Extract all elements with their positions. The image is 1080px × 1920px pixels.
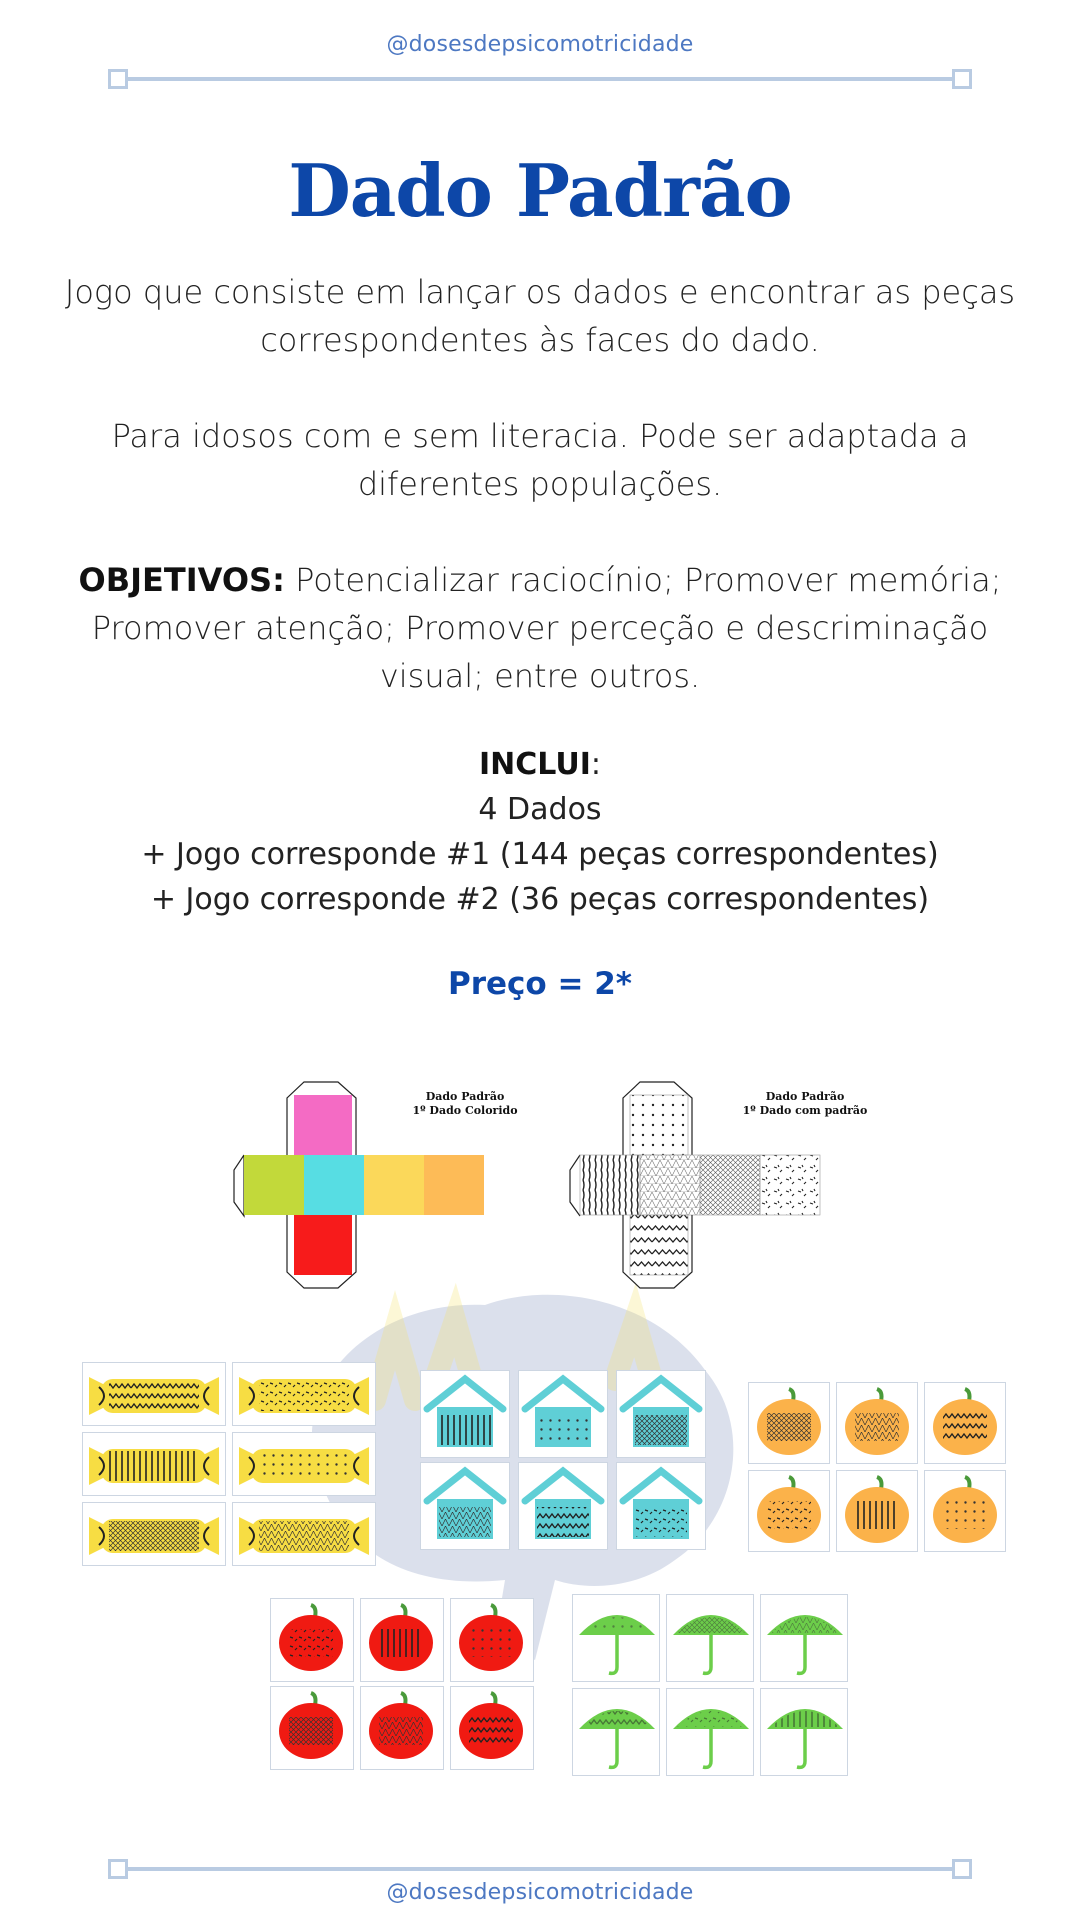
divider-end-cap (952, 69, 972, 89)
pumpkin-piece (748, 1382, 830, 1464)
instagram-handle-top: @dosesdepsicomotricidade (386, 32, 694, 57)
colored-die-label: Dado Padrão 1º Dado Colorido (412, 1090, 518, 1117)
divider-end-cap (952, 1859, 972, 1879)
umbrella-piece (572, 1594, 660, 1682)
includes-heading: INCLUI: (479, 747, 601, 782)
candy-piece (232, 1362, 376, 1426)
house-piece (420, 1462, 510, 1550)
description-paragraph: Jogo que consiste em lançar os dados e encontrar as peças correspondentes às faces do dado. (64, 273, 1016, 359)
includes-section (60, 742, 1020, 922)
die-face-right (364, 1155, 424, 1215)
candy-piece (232, 1502, 376, 1566)
candy-piece (232, 1432, 376, 1496)
pumpkin-piece (836, 1382, 918, 1464)
die-face-center (304, 1155, 364, 1215)
die-face-top (294, 1095, 352, 1155)
umbrella-piece (760, 1688, 848, 1776)
includes-item: + Jogo corresponde #2 (36 peças correspondentes) (150, 882, 930, 917)
house-piece (616, 1370, 706, 1458)
umbrella-piece (760, 1594, 848, 1682)
pumpkin-piece (924, 1470, 1006, 1552)
divider-end-cap (108, 69, 128, 89)
pattern-die-label: Dado Padrão 1º Dado com padrão (742, 1090, 868, 1117)
house-piece (518, 1370, 608, 1458)
umbrella-piece (666, 1688, 754, 1776)
objectives-text: Potencializar raciocínio; Promover memória; Promover atenção; Promover perceção e descriminação visual; entre outros. (91, 561, 1002, 695)
apple-piece (270, 1686, 354, 1770)
apple-piece (450, 1598, 534, 1682)
includes-item: 4 Dados (478, 792, 602, 827)
umbrella-piece (666, 1594, 754, 1682)
bottom-divider (116, 1867, 964, 1871)
divider-end-cap (108, 1859, 128, 1879)
apple-piece (360, 1686, 444, 1770)
instagram-handle-bottom: @dosesdepsicomotricidade (386, 1880, 694, 1905)
pumpkin-piece (748, 1470, 830, 1552)
candy-piece (82, 1362, 226, 1426)
umbrella-piece (572, 1688, 660, 1776)
house-piece (420, 1370, 510, 1458)
price-label: Preço = 2* (447, 966, 633, 1002)
apple-piece (450, 1686, 534, 1770)
pumpkin-piece (836, 1470, 918, 1552)
includes-item: + Jogo corresponde #1 (144 peças correspondentes) (141, 837, 939, 872)
candy-piece (82, 1502, 226, 1566)
pumpkin-piece (924, 1382, 1006, 1464)
includes-label: INCLUI (479, 747, 591, 782)
die-face-bottom (294, 1215, 352, 1275)
top-divider (116, 77, 964, 81)
house-piece (518, 1462, 608, 1550)
objectives-paragraph (60, 556, 1020, 700)
apple-piece (270, 1598, 354, 1682)
candy-piece (82, 1432, 226, 1496)
objectives-label: OBJETIVOS: (78, 561, 285, 599)
house-piece (616, 1462, 706, 1550)
die-face-left (244, 1155, 304, 1215)
audience-paragraph: Para idosos com e sem literacia. Pode ser adaptada a diferentes populações. (111, 417, 969, 503)
page-title: Dado Padrão (288, 148, 792, 233)
apple-piece (360, 1598, 444, 1682)
die-face-back (424, 1155, 484, 1215)
